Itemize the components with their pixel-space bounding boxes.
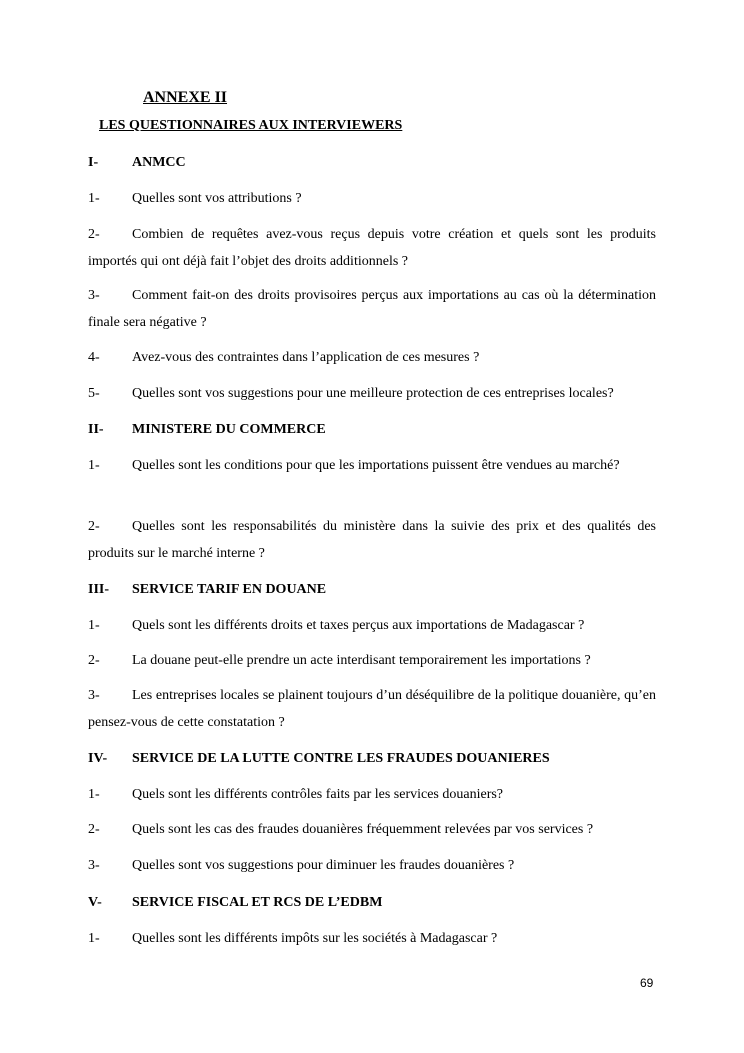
question-number: 2- bbox=[88, 822, 100, 837]
page-number: 69 bbox=[640, 976, 654, 990]
section-number: III- bbox=[88, 582, 110, 597]
question-item bbox=[88, 282, 656, 336]
section-title: MINISTERE DU COMMERCE bbox=[132, 422, 326, 437]
question-number: 1- bbox=[88, 618, 100, 633]
question-number: 3- bbox=[88, 688, 100, 703]
question-item bbox=[88, 221, 656, 275]
section-heading-fiscal bbox=[88, 895, 382, 911]
question-number: 1- bbox=[88, 787, 100, 802]
question-number: 4- bbox=[88, 350, 100, 365]
question-number: 2- bbox=[88, 227, 100, 242]
question-number: 2- bbox=[88, 519, 100, 534]
section-title: ANMCC bbox=[132, 155, 186, 170]
question-item bbox=[88, 513, 656, 567]
question-item bbox=[88, 380, 656, 407]
section-number: I- bbox=[88, 155, 99, 170]
question-text: Les entreprises locales se plainent toujours d’un déséquilibre de la politique douanière, qu’en pensez-vous de cette constatation ? bbox=[88, 688, 656, 730]
question-item bbox=[88, 816, 656, 843]
section-heading-commerce bbox=[88, 422, 326, 438]
question-item bbox=[88, 647, 656, 674]
section-title: SERVICE DE LA LUTTE CONTRE LES FRAUDES DOUANIERES bbox=[132, 751, 550, 766]
question-number: 5- bbox=[88, 386, 100, 401]
section-title: SERVICE FISCAL ET RCS DE L’EDBM bbox=[132, 895, 383, 910]
question-text: Quels sont les différents contrôles faits par les services douaniers? bbox=[132, 787, 504, 802]
question-item bbox=[88, 344, 656, 371]
question-item bbox=[88, 185, 656, 212]
question-item bbox=[88, 452, 656, 479]
question-text: La douane peut-elle prendre un acte interdisant temporairement les importations ? bbox=[132, 653, 591, 668]
question-item bbox=[88, 852, 656, 879]
question-number: 1- bbox=[88, 191, 100, 206]
question-text: Quels sont les différents droits et taxes perçus aux importations de Madagascar ? bbox=[132, 618, 585, 633]
question-text: Combien de requêtes avez-vous reçus depuis votre création et quels sont les produits importés qui ont déjà fait l’objet des droits additionnels ? bbox=[88, 227, 656, 269]
question-number: 1- bbox=[88, 931, 100, 946]
section-number: II- bbox=[88, 422, 104, 437]
question-item bbox=[88, 612, 656, 639]
annex-subtitle: LES QUESTIONNAIRES AUX INTERVIEWERS bbox=[99, 118, 403, 133]
question-item bbox=[88, 682, 656, 736]
question-text: Quelles sont vos attributions ? bbox=[132, 191, 302, 206]
question-number: 2- bbox=[88, 653, 100, 668]
question-text: Quelles sont les différents impôts sur les sociétés à Madagascar ? bbox=[132, 931, 498, 946]
question-text: Quels sont les cas des fraudes douanières fréquemment relevées par vos services ? bbox=[132, 822, 594, 837]
question-number: 3- bbox=[88, 288, 100, 303]
question-text: Comment fait-on des droits provisoires perçus aux importations au cas où la détermination finale sera négative ? bbox=[88, 288, 656, 330]
question-item bbox=[88, 925, 656, 952]
question-text: Quelles sont vos suggestions pour une meilleure protection de ces entreprises locales? bbox=[132, 386, 614, 401]
annex-title: ANNEXE II bbox=[143, 89, 228, 106]
section-heading-fraudes bbox=[88, 751, 550, 767]
question-item bbox=[88, 781, 656, 808]
section-number: V- bbox=[88, 895, 102, 910]
question-number: 1- bbox=[88, 458, 100, 473]
question-text: Quelles sont les conditions pour que les importations puissent être vendues au marché? bbox=[132, 458, 620, 473]
section-heading-anmcc bbox=[88, 155, 186, 171]
question-number: 3- bbox=[88, 858, 100, 873]
section-heading-tarif bbox=[88, 582, 326, 598]
question-text: Quelles sont vos suggestions pour diminuer les fraudes douanières ? bbox=[132, 858, 515, 873]
question-text: Quelles sont les responsabilités du ministère dans la suivie des prix et des qualités des produits sur le marché interne ? bbox=[88, 519, 656, 561]
question-text: Avez-vous des contraintes dans l’application de ces mesures ? bbox=[132, 350, 480, 365]
section-title: SERVICE TARIF EN DOUANE bbox=[132, 582, 327, 597]
section-number: IV- bbox=[88, 751, 108, 766]
